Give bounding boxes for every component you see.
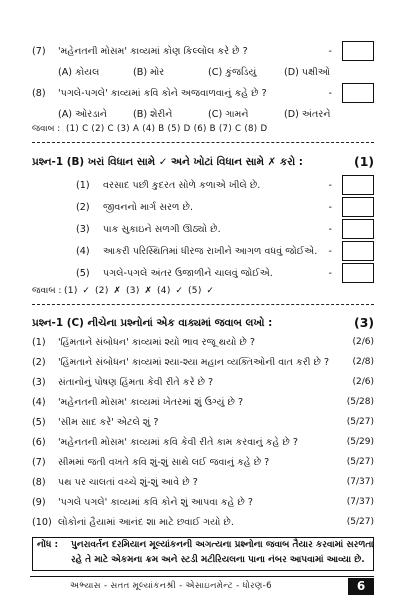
- answer-label: જવાબ :: [32, 286, 62, 296]
- statement-row: [76, 244, 374, 259]
- answer-number: (4): [157, 286, 171, 296]
- answer-box[interactable]: [342, 41, 374, 61]
- statement-row: [76, 200, 374, 215]
- question-number: (7): [32, 46, 46, 57]
- answer-values: [64, 284, 216, 298]
- question-number: (8): [32, 88, 46, 99]
- option: (C) કુંજડિયું: [208, 67, 257, 78]
- option: (C) ગામને: [208, 109, 249, 120]
- unit-reference: (7/37): [346, 477, 374, 487]
- unit-reference: (7/37): [346, 497, 374, 507]
- question-number: (10): [32, 517, 52, 528]
- unit-reference: (5/27): [346, 517, 374, 527]
- question-text: 'મહેનતની મોસમ' કાવ્યમાં કોણ કિલ્લોલ કરે છે ?: [58, 46, 248, 57]
- answer-values: (1) C (2) C (3) A (4) B (5) D (6) B (7) C (8) D: [66, 124, 268, 134]
- statement-number: (4): [76, 246, 90, 257]
- section-marks: (3): [354, 315, 374, 330]
- statement-row: [76, 266, 374, 281]
- unit-reference: (5/29): [346, 437, 374, 447]
- options-row: [58, 107, 358, 122]
- question-number: (6): [32, 437, 46, 448]
- cross-mark-icon: ✗: [144, 286, 153, 296]
- unit-reference: (5/27): [346, 417, 374, 427]
- question-text: સંતાનોનું પોષણ હિંમતા કેવી રીતે કરે છે ?: [58, 377, 214, 388]
- answer-number: (1): [64, 286, 78, 296]
- question-row: [32, 475, 374, 490]
- dash: -: [328, 202, 332, 213]
- option: (A) ઓરડાને: [58, 109, 108, 120]
- statement-text: વરસાદ પછી કુદરત સોળે કળાએ ખીલે છે.: [103, 180, 261, 191]
- question-text: 'હિંમતાને સંબોધન' કાવ્યમાં શ્યો ભાવ રજૂ થયો છે ?: [58, 337, 255, 348]
- question-number: (1): [32, 337, 46, 348]
- answer-box[interactable]: [342, 241, 374, 261]
- section-divider: [32, 142, 374, 143]
- statement-text: પાક સુકાઇને સળગી ઊઠ્યો છે.: [103, 224, 221, 235]
- question-row: [32, 435, 374, 450]
- question-row: [32, 44, 374, 59]
- question-row: [32, 395, 374, 410]
- question-text: 'પગલે-પગલે' કાવ્યમાં કવિ કોને અજવાળવાનું કહે છે ?: [58, 88, 267, 99]
- note-label: નોંધ :: [37, 540, 59, 550]
- page-footer: [30, 576, 374, 594]
- page-number: 6: [348, 578, 374, 595]
- statement-number: (1): [76, 180, 90, 191]
- option: (B) મોર: [133, 67, 165, 78]
- dash: -: [328, 180, 332, 191]
- unit-reference: (5/27): [346, 457, 374, 467]
- note-line: રહે તે માટે એકમના ક્રમ અને સ્ટડી મટીરિયલના પાના નંબર આપવામાં આવ્યા છે.: [71, 555, 365, 565]
- dash: -: [328, 88, 332, 99]
- section-divider: [32, 304, 374, 305]
- question-text: લોકોનાં હૈયામાં આનંદ શા માટે છવાઈ ગયો છે.: [58, 517, 234, 528]
- question-text: 'મહેનતની મોસમ' કાવ્યમાં કવિ કેવી રીતે કામ કરવાનું કહે છે ?: [58, 437, 298, 448]
- note-box: [32, 537, 374, 571]
- check-mark-icon: ✓: [175, 286, 184, 296]
- dash: -: [328, 46, 332, 57]
- answer-label: જવાબ :: [32, 124, 61, 134]
- answer-box[interactable]: [342, 219, 374, 239]
- question-row: [32, 375, 374, 390]
- section-heading: [32, 314, 374, 332]
- statement-row: [76, 222, 374, 237]
- answer-box[interactable]: [342, 175, 374, 195]
- answer-box[interactable]: [342, 263, 374, 283]
- question-row: [32, 495, 374, 510]
- question-number: (4): [32, 397, 46, 408]
- unit-reference: (2/6): [352, 337, 374, 347]
- question-row: [32, 415, 374, 430]
- footer-text: અભ્યાસ - સતત મૂલ્યાંકનશ્રી - એસાઇનમેન્ટ - ધોરણ-6: [70, 581, 272, 591]
- option: (D) અંતરને: [284, 109, 331, 120]
- statement-text: આકરી પરિસ્થિતિમાં ધીરજ રાખીને આગળ વધવું જોઈએ.: [103, 246, 318, 257]
- question-row: [32, 335, 374, 350]
- section-heading-text: પ્રશ્ન-1 (B) ખરાં વિધાન સામે ✓ અને ખોટાં વિધાન સામે ✗ કરો :: [32, 156, 303, 168]
- statement-number: (2): [76, 202, 90, 213]
- question-row: [32, 515, 374, 530]
- question-number: (5): [32, 417, 46, 428]
- question-text: 'સીમ સાદ કરે' એટલે શું ?: [58, 417, 159, 428]
- statement-number: (3): [76, 224, 90, 235]
- question-number: (2): [32, 357, 46, 368]
- answer-number: (3): [126, 286, 140, 296]
- statement-text: જીવનનો માર્ગ સરળ છે.: [103, 202, 194, 213]
- section-heading: [32, 153, 374, 171]
- note-line: પુનરાવર્તન દરમિયાન મૂલ્યાંકનની અગત્યના પ્રશ્નોના જવાબ તૈયાર કરવામાં સરળતા: [71, 540, 374, 550]
- dash: -: [328, 268, 332, 279]
- dash: -: [328, 224, 332, 235]
- unit-reference: (2/6): [352, 377, 374, 387]
- dash: -: [328, 246, 332, 257]
- answer-box[interactable]: [342, 197, 374, 217]
- statement-text: પગલે-પગલે અંતર ઉજાળીને ચાલવું જોઈએ.: [103, 268, 273, 279]
- question-number: (9): [32, 497, 46, 508]
- question-number: (8): [32, 477, 46, 488]
- option: (A) કોયલ: [58, 67, 100, 78]
- option: (D) પક્ષીઓ: [284, 67, 331, 78]
- question-row: [32, 455, 374, 470]
- answer-number: (2): [95, 286, 109, 296]
- question-text: 'મહેનતની મોસમ' કાવ્યમાં ખેતરમાં શું ઉગ્યું છે ?: [58, 397, 244, 408]
- cross-mark-icon: ✗: [113, 286, 122, 296]
- section-heading-text: પ્રશ્ન-1 (C) નીચેના પ્રશ્નોનાં એક વાક્યમાં જવાબ લખો :: [32, 317, 273, 329]
- question-row: [32, 355, 374, 370]
- option: (B) શેરીને: [133, 109, 173, 120]
- unit-reference: (2/8): [352, 357, 374, 367]
- unit-reference: (5/28): [346, 397, 374, 407]
- question-text: 'હિંમતાને સંબોધન' કાવ્યમાં શ્યા-શ્યા મહાન વ્યક્તિઓની વાત કરી છે ?: [58, 357, 330, 368]
- check-mark-icon: ✓: [206, 286, 215, 296]
- section-marks: (1): [354, 154, 374, 169]
- question-row: [32, 86, 374, 101]
- question-number: (7): [32, 457, 46, 468]
- statement-number: (5): [76, 268, 90, 279]
- options-row: [58, 65, 358, 80]
- check-mark-icon: ✓: [82, 286, 91, 296]
- question-text: 'પગલે પગલે' કાવ્યમાં કવિ કોને શું આપવા કહે છે ?: [58, 497, 253, 508]
- question-text: સીમમાં જતી વખતે કવિ શું-શું સાથે લઈ જવાનું કહે છે ?: [58, 457, 270, 468]
- answer-number: (5): [188, 286, 202, 296]
- statement-row: [76, 178, 374, 193]
- question-number: (3): [32, 377, 46, 388]
- question-text: પથ પર ચાલતાં વચ્ચે શું-શું આવે છે ?: [58, 477, 198, 488]
- answer-box[interactable]: [342, 83, 374, 103]
